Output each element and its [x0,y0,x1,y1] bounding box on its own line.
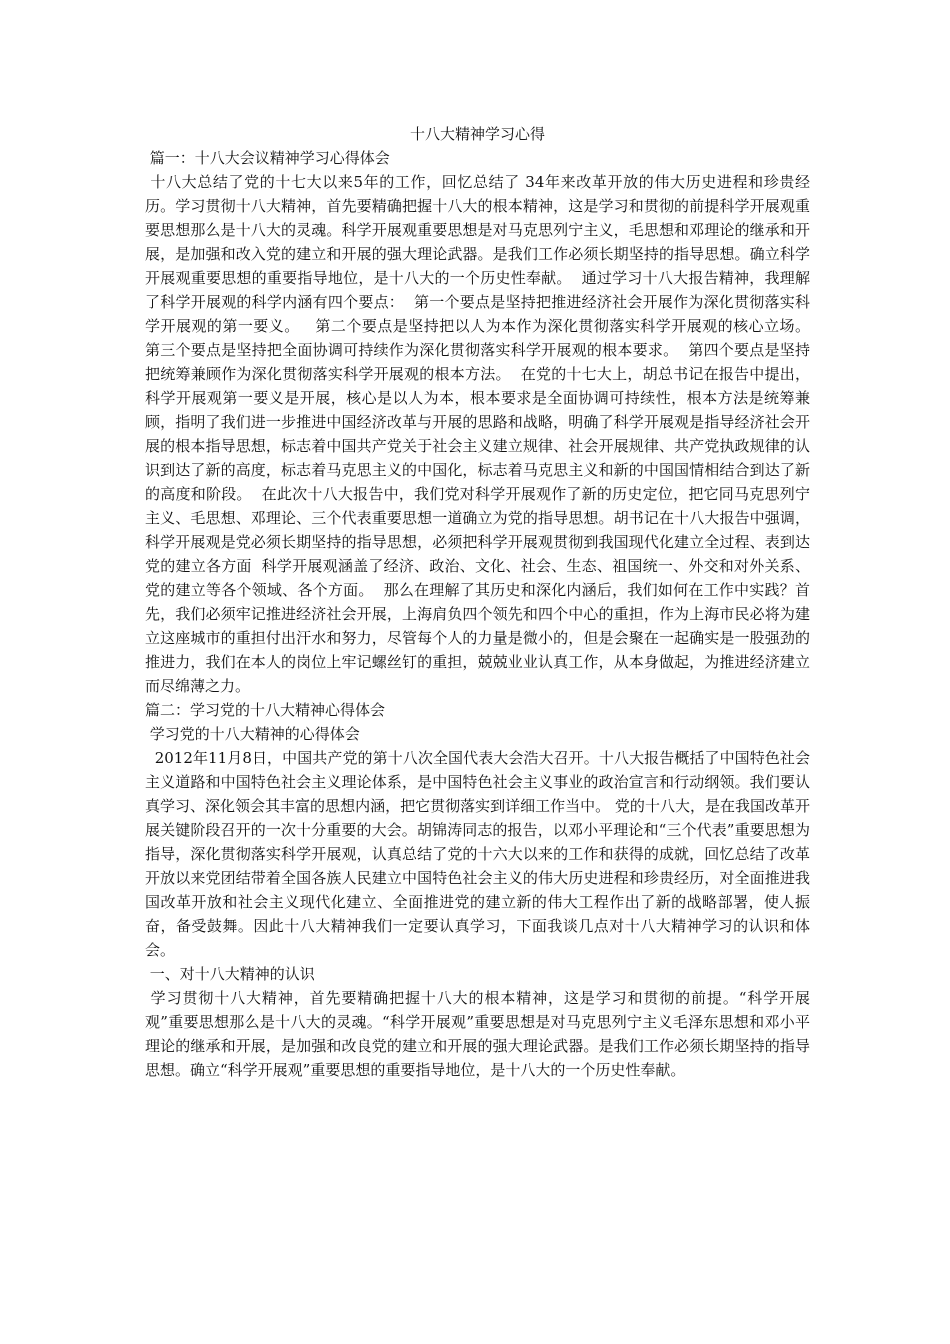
section-2-heading: 篇二：学习党的十八大精神心得体会 [145,701,386,719]
section-1-heading: 篇一：十八大会议精神学习心得体会 [145,149,390,167]
section-1-paragraph: 十八大总结了党的十七大以来5年的工作，回忆总结了 34年来改革开放的伟大历史进程和珍贵经历。学习贯彻十八大精神，首先要精确把握十八大的根本精神，这是学习和贯彻的前提科学开展观重要思想那么是十八大的灵魂。科学开展观重要思想是对马克思列宁主义，毛思想和邓理论的继承和开展，是加强和改入党的建立和开展的强大理论武器。是我们工作必须长期坚持的指导思想。确立科学开展观重要思想的重要指导地位，是十八大的一个历史性奉献。 通过学习十八大报告精神，我理解了科学开展观的科学内涵有四个要点： 第一个要点是坚持把推进经济社会开展作为深化贯彻落实科学开展观的第一要义。 第二个要点是坚持把以人为本作为深化贯彻落实科学开展观的核心立场。 第三个要点是坚持把全面协调可持续作为深化贯彻落实科学开展观的根本要求。 第四个要点是坚持把统筹兼顾作为深化贯彻落实科学开展观的根本方法。 在党的十七大上，胡总书记在报告中提出，科学开展观第一要义是开展，核心是以人为本，根本要求是全面协调可持续性，根本方法是统筹兼顾，指明了我们进一步推进中国经济改革与开展的思路和战略，明确了科学开展观是指导经济社会开展的根本指导思想，标志着中国共产党关于社会主义建立规律、社会开展规律、共产党执政规律的认识到达了新的高度，标志着马克思主义的中国化，标志着马克思主义和新的中国国情相结合到达了新的高度和阶段。 在此次十八大报告中，我们党对科学开展观作了新的历史定位，把它同马克思列宁主义、毛思想、邓理论、三个代表重要思想一道确立为党的指导思想。胡书记在十八大报告中强调，科学开展观是党必须长期坚持的指导思想，必须把科学开展观贯彻到我国现代化建立全过程、表到达党的建立各方面 科学开展观涵盖了经济、政治、文化、社会、生态、祖国统一、外交和对外关系、党的建立等各个领域、各个方面。 那么在理解了其历史和深化内涵后，我们如何在工作中实践？首先，我们必须牢记推进经济社会开展，上海肩负四个领先和四个中心的重担，作为上海市民必将为建立这座城市的重担付出汗水和努力，尽管每个人的力量是微小的，但是会聚在一起确实是一股强劲的推进力，我们在本人的岗位上牢记螺丝钉的重担，兢兢业业认真工作，从本身做起，为推进经济建立而尽绵薄之力。 [145,173,820,695]
section-2-paragraph: 2012年11月8日，中国共产党的第十八次全国代表大会浩大召开。十八大报告概括了中国特色社会主义道路和中国特色社会主义理论体系，是中国特色社会主义事业的政治宣言和行动纲领。我们要认真学习、深化领会其丰富的思想内涵，把它贯彻落实到详细工作当中。 党的十八大，是在我国改革开展关键阶段召开的一次十分重要的大会。胡锦涛同志的报告，以邓小平理论和“三个代表”重要思想为指导，深化贯彻落实科学开展观，认真总结了党的十六大以来的工作和获得的成就，回忆总结了改革开放以来党团结带着全国各族人民建立中国特色社会主义的伟大历史进程和珍贵经历，对全面推进我国改革开放和社会主义现代化建立、全面推进党的建立新的伟大工程作出了新的战略部署，使人振奋，备受鼓舞。因此十八大精神我们一定要认真学习，下面我谈几点对十八大精神学习的认识和体会。 [145,749,810,959]
document-title: 十八大精神学习心得 [409,125,545,143]
section-2-subheading: 学习党的十八大精神的心得体会 [145,725,360,743]
subsection-paragraph: 学习贯彻十八大精神，首先要精确把握十八大的根本精神，这是学习和贯彻的前提。“科学开展观”重要思想那么是十八大的灵魂。“科学开展观”重要思想是对马克思列宁主义毛泽东思想和邓小平理论的继承和开展，是加强和改良党的建立和开展的强大理论武器。是我们工作必须长期坚持的指导思想。确立“科学开展观”重要思想的重要指导地位，是十八大的一个历史性奉献。 [145,989,810,1079]
document-body [145,122,820,1082]
subsection-heading: 一、对十八大精神的认识 [145,965,315,983]
